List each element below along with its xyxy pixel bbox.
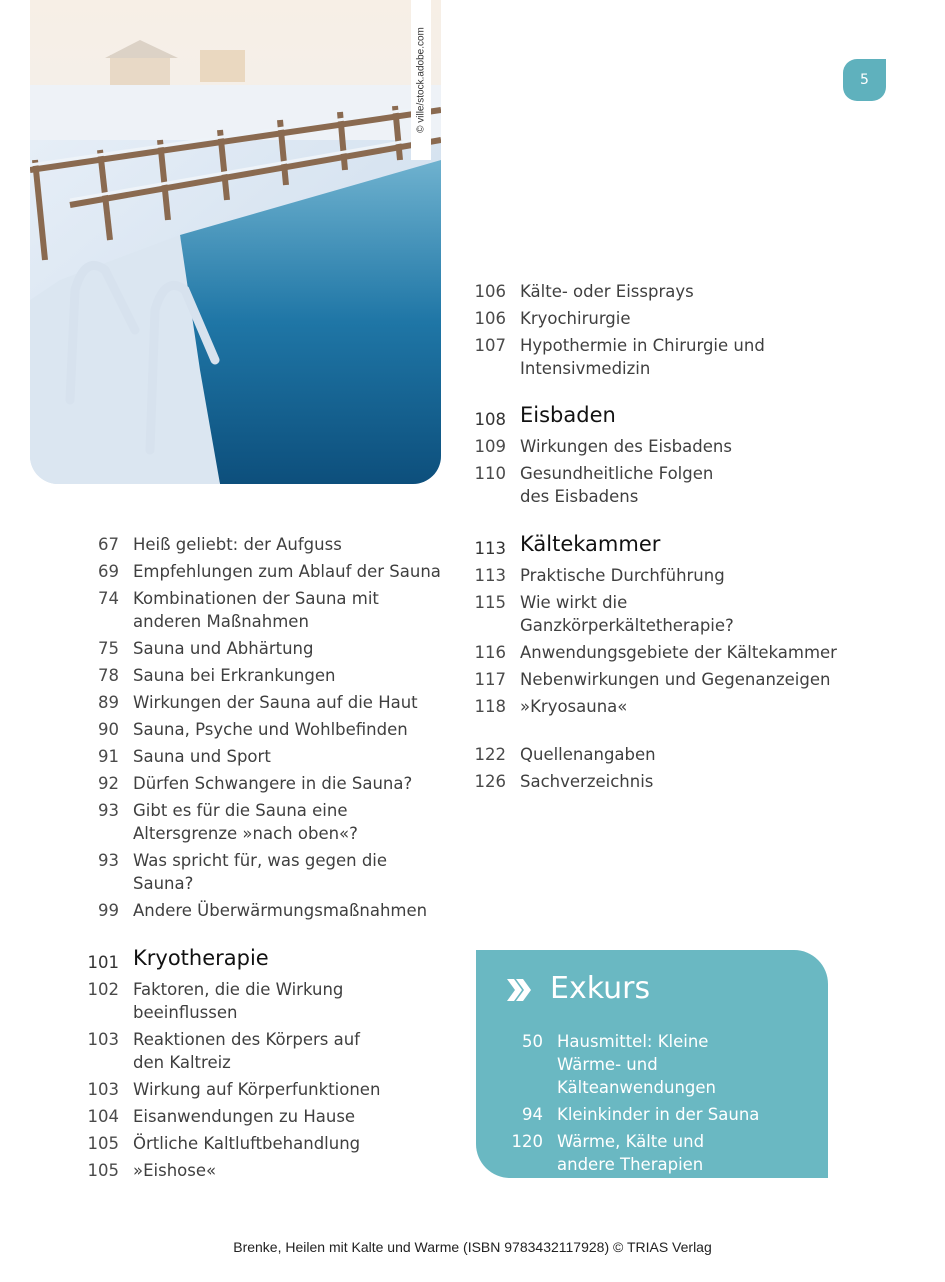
toc-title: Andere Überwärmungsmaßnahmen [133,901,428,920]
toc-page: 116 [474,643,506,662]
toc-entry[interactable] [76,637,446,660]
toc-entry[interactable] [463,462,733,508]
toc-page: 105 [87,1134,119,1153]
toc-section-kryotherapie [76,947,446,1186]
toc-entry[interactable] [463,641,843,664]
toc-title: Wirkungen der Sauna auf die Haut [133,693,418,712]
toc-page: 122 [474,745,506,764]
toc-title: Kombinationen der Sauna mit anderen Maßnahmen [133,589,379,631]
toc-title: Sauna und Sport [133,747,271,766]
toc-title: Gibt es für die Sauna eine Altersgrenze »nach oben«? [133,801,358,843]
toc-page: 104 [87,1107,119,1126]
toc-entry[interactable] [463,591,763,637]
toc-page: 90 [98,720,119,739]
toc-entry[interactable] [463,668,843,691]
toc-entry[interactable] [76,664,446,687]
toc-page: 92 [98,774,119,793]
toc-entry[interactable] [76,849,396,895]
toc-section-eisbaden [463,404,843,512]
toc-left-column [76,533,446,926]
photo-credit: © ville/stock.adobe.com [411,0,431,160]
toc-page: 101 [87,953,119,972]
toc-chapter-title: Kryotherapie [133,946,269,970]
toc-page: 120 [511,1132,543,1151]
toc-title: Heiß geliebt: der Aufguss [133,535,342,554]
page-number: 5 [860,72,869,88]
toc-right-column [463,280,843,384]
toc-page: 89 [98,693,119,712]
toc-page: 99 [98,901,119,920]
toc-entry[interactable] [76,745,446,768]
toc-title: Sauna bei Erkrankungen [133,666,336,685]
toc-entry[interactable] [463,770,843,793]
exkurs-title: Exkurs [550,971,651,1006]
toc-entry[interactable] [76,533,446,556]
toc-entry[interactable] [76,560,446,583]
toc-page: 93 [98,801,119,820]
footer-citation: Brenke, Heilen mit Kalte und Warme (ISBN 9783432117928) © TRIAS Verlag [233,1239,712,1255]
toc-entry[interactable] [76,1028,376,1074]
toc-entry[interactable] [463,743,843,766]
toc-entry[interactable] [76,718,446,741]
toc-entry[interactable] [463,564,843,587]
double-chevron-icon [507,979,531,1001]
toc-page: 118 [474,697,506,716]
toc-entry[interactable] [76,978,376,1024]
toc-chapter-heading[interactable] [463,404,843,431]
toc-title: Reaktionen des Körpers auf den Kaltreiz [133,1030,360,1072]
toc-page: 94 [522,1105,543,1124]
toc-page: 115 [474,593,506,612]
toc-page: 75 [98,639,119,658]
exkurs-box [476,950,828,1178]
toc-entry[interactable] [463,280,843,303]
toc-page: 103 [87,1080,119,1099]
toc-end-matter [463,743,843,797]
exkurs-entry[interactable] [500,1030,760,1099]
toc-title: Gesundheitliche Folgen des Eisbadens [520,464,714,506]
toc-entry[interactable] [76,1159,446,1182]
toc-title: »Eishose« [133,1161,217,1180]
toc-page: 102 [87,980,119,999]
toc-page: 74 [98,589,119,608]
toc-title: Anwendungsgebiete der Kältekammer [520,643,837,662]
toc-title: Sauna und Abhärtung [133,639,314,658]
toc-section-kaeltekammer [463,533,843,722]
toc-title: Örtliche Kaltluftbehandlung [133,1134,361,1153]
toc-entry[interactable] [76,691,446,714]
page-number-badge [843,59,886,101]
toc-chapter-title: Kältekammer [520,532,661,556]
toc-entry[interactable] [76,1078,446,1101]
toc-title: Praktische Durchführung [520,566,725,585]
toc-entry[interactable] [463,334,783,380]
toc-title: Wirkungen des Eisbadens [520,437,732,456]
toc-page: 103 [87,1030,119,1049]
toc-entry[interactable] [76,1132,446,1155]
toc-page: 110 [474,464,506,483]
toc-entry[interactable] [76,899,446,922]
toc-entry[interactable] [76,1105,446,1128]
toc-entry[interactable] [463,695,843,718]
toc-page: 67 [98,535,119,554]
toc-title: Wie wirkt die Ganzkörperkältetherapie? [520,593,734,635]
exkurs-entry[interactable] [500,1130,760,1176]
toc-title: »Kryosauna« [520,697,628,716]
toc-title: Eisanwendungen zu Hause [133,1107,356,1126]
toc-chapter-heading[interactable] [463,533,843,560]
toc-title: Nebenwirkungen und Gegenanzeigen [520,670,831,689]
toc-title: Faktoren, die die Wirkung beeinflussen [133,980,344,1022]
toc-page: 105 [87,1161,119,1180]
exkurs-entry[interactable] [500,1103,810,1126]
toc-page: 91 [98,747,119,766]
toc-entry[interactable] [463,307,843,330]
toc-entry[interactable] [76,587,406,633]
toc-page: 69 [98,562,119,581]
toc-title: Kälte- oder Eissprays [520,282,694,301]
exkurs-list [500,1030,810,1180]
toc-page: 109 [474,437,506,456]
toc-page: 108 [474,410,506,429]
toc-page: 113 [474,539,506,558]
toc-entry[interactable] [76,772,446,795]
toc-chapter-title: Eisbaden [520,403,616,427]
toc-page: 126 [474,772,506,791]
toc-page: 106 [474,282,506,301]
toc-title: Kryochirurgie [520,309,631,328]
toc-title: Hypothermie in Chirurgie und Intensivmedizin [520,336,765,378]
toc-title: Wirkung auf Körperfunktionen [133,1080,381,1099]
toc-page: 113 [474,566,506,585]
toc-title: Hausmittel: Kleine Wärme- und Kälteanwendungen [557,1032,716,1097]
toc-entry[interactable] [463,435,843,458]
toc-page: 93 [98,851,119,870]
toc-title: Wärme, Kälte und andere Therapien [557,1132,705,1174]
toc-page: 117 [474,670,506,689]
toc-title: Dürfen Schwangere in die Sauna? [133,774,413,793]
toc-title: Sauna, Psyche und Wohlbefinden [133,720,408,739]
toc-entry[interactable] [76,799,376,845]
toc-page: 107 [474,336,506,355]
toc-title: Sachverzeichnis [520,772,654,791]
toc-page: 50 [522,1032,543,1051]
toc-chapter-heading[interactable] [76,947,446,974]
toc-title: Was spricht für, was gegen die Sauna? [133,851,388,893]
toc-title: Empfehlungen zum Ablauf der Sauna [133,562,441,581]
toc-page: 78 [98,666,119,685]
toc-title: Kleinkinder in der Sauna [557,1105,760,1124]
toc-page: 106 [474,309,506,328]
winter-pool-photo [30,0,441,484]
toc-title: Quellenangaben [520,745,656,764]
